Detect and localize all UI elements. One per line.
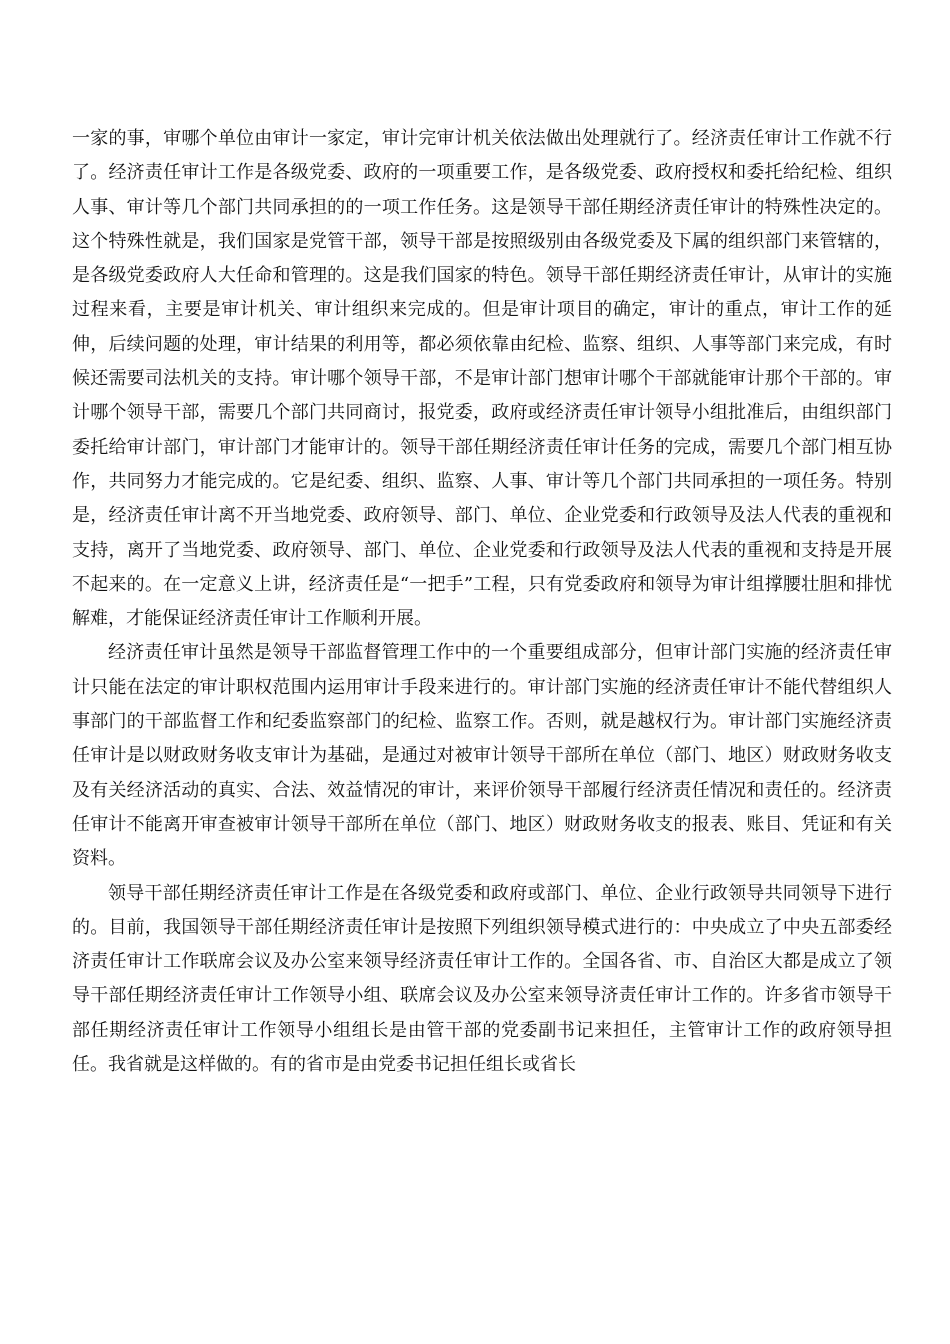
paragraph-continued: 一家的事，审哪个单位由审计一家定，审计完审计机关依法做出处理就行了。经济责任审计工作就不行了。经济责任审计工作是各级党委、政府的一项重要工作，是各级党委、政府授权和委托给纪检、组织人事、审计等几个部门共同承担的的一项工作任务。这是领导干部任期经济责任审计的特殊性决定的。这个特殊性就是，我们国家是党管干部，领导干部是按照级别由各级党委及下属的组织部门来管辖的，是各级党委政府人大任命和管理的。这是我们国家的特色。领导干部任期经济责任审计，从审计的实施过程来看，主要是审计机关、审计组织来完成的。但是审计项目的确定，审计的重点，审计工作的延伸，后续问题的处理，审计结果的利用等，都必须依靠由纪检、监察、组织、人事等部门来完成，有时候还需要司法机关的支持。审计哪个领导干部，不是审计部门想审计哪个干部就能审计那个干部的。审计哪个领导干部，需要几个部门共同商讨，报党委，政府或经济责任审计领导小组批准后，由组织部门委托给审计部门，审计部门才能审计的。领导干部任期经济责任审计任务的完成，需要几个部门相互协作，共同努力才能完成的。它是纪委、组织、监察、人事、审计等几个部门共同承担的一项任务。特别是，经济责任审计离不开当地党委、政府领导、部门、单位、企业党委和行政领导及法人代表的重视和支持，离开了当地党委、政府领导、部门、单位、企业党委和行政领导及法人代表的重视和支持是开展不起来的。在一定意义上讲，经济责任是“一把手”工程，只有党委政府和领导为审计组撑腰壮胆和排忧解难，才能保证经济责任审计工作顺利开展。 — [72, 128, 892, 630]
paragraph-audit-scope: 经济责任审计虽然是领导干部监督管理工作中的一个重要组成部分，但审计部门实施的经济责任审计只能在法定的审计职权范围内运用审计手段来进行的。审计部门实施的经济责任审计不能代替组织人事部门的干部监督工作和纪委监察部门的纪检、监察工作。否则，就是越权行为。审计部门实施经济责任审计是以财政财务收支审计为基础，是通过对被审计领导干部所在单位（部门、地区）财政财务收支及有关经济活动的真实、合法、效益情况的审计，来评价领导干部履行经济责任情况和责任的。经济责任审计不能离开审查被审计领导干部所在单位（部门、地区）财政财务收支的报表、账目、凭证和有关资料。 — [72, 642, 892, 870]
document-body — [72, 122, 892, 1082]
paragraph-leadership-model: 领导干部任期经济责任审计工作是在各级党委和政府或部门、单位、企业行政领导共同领导下进行的。目前，我国领导干部任期经济责任审计是按照下列组织领导模式进行的：中央成立了中央五部委经济责任审计工作联席会议及办公室来领导经济责任审计工作的。全国各省、市、自治区大都是成立了领导干部任期经济责任审计工作领导小组、联席会议及办公室来领导济责任审计工作的。许多省市领导干部任期经济责任审计工作领导小组组长是由管干部的党委副书记来担任，主管审计工作的政府领导担任。我省就是这样做的。有的省市是由党委书记担任组长或省长 — [72, 882, 892, 1076]
